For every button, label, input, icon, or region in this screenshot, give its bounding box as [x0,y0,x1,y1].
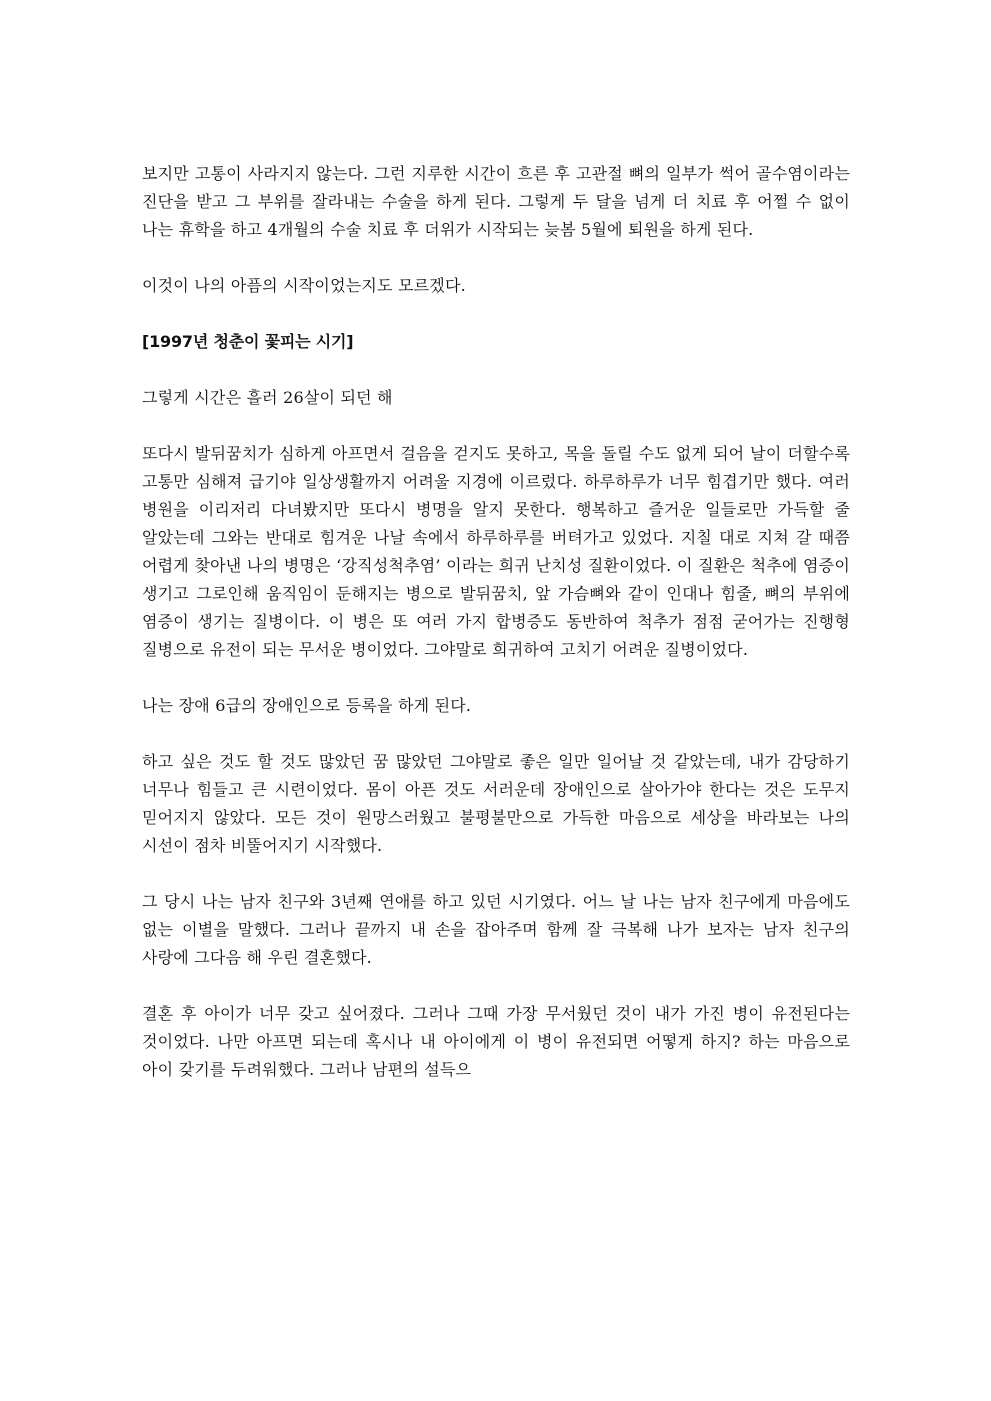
paragraph-2: 이것이 나의 아픔의 시작이었는지도 모르겠다. [142,276,466,295]
paragraph-8: 결혼 후 아이가 너무 갖고 싶어졌다. 그러나 그때 가장 무서웠던 것이 내가 가진 병이 유전된다는 것이었다. 나만 아프면 되는데 혹시나 내 아이에게 이 병이 유전되면 어떻게 하지? 하는 마음으로 아이 갖기를 두려워했다. 그러나 남편의 설득으 [142,1004,850,1079]
section-heading: [1997년 청춘이 꽃피는 시기] [142,332,354,351]
paragraph-7: 그 당시 나는 남자 친구와 3년째 연애를 하고 있던 시기였다. 어느 날 나는 남자 친구에게 마음에도 없는 이별을 말했다. 그러나 끝까지 내 손을 잡아주며 함께 잘 극복해 나가 보자는 남자 친구의 사랑에 그다음 해 우린 결혼했다. [142,892,850,967]
paragraph-1: 보지만 고통이 사라지지 않는다. 그런 지루한 시간이 흐른 후 고관절 뼈의 일부가 썩어 골수염이라는 진단을 받고 그 부위를 잘라내는 수술을 하게 된다. 그렇게 두 달을 넘게 더 치료 후 어쩔 수 없이 나는 휴학을 하고 4개월의 수술 치료 후 더위가 시작되는 늦봄 5월에 퇴원을 하게 된다. [142,164,850,239]
paragraph-5: 나는 장애 6급의 장애인으로 등록을 하게 된다. [142,696,472,715]
paragraph-6: 하고 싶은 것도 할 것도 많았던 꿈 많았던 그야말로 좋은 일만 일어날 것 같았는데, 내가 감당하기 너무나 힘들고 큰 시련이었다. 몸이 아픈 것도 서러운데 장애인으로 살아가야 한다는 것은 도무지 믿어지지 않았다. 모든 것이 원망스러웠고 불평불만으로 가득한 마음으로 세상을 바라보는 나의 시선이 점차 비뚤어지기 시작했다. [142,752,850,855]
document-body [142,160,850,1112]
paragraph-3: 그렇게 시간은 흘러 26살이 되던 해 [142,388,393,407]
paragraph-4: 또다시 발뒤꿈치가 심하게 아프면서 걸음을 걷지도 못하고, 목을 돌릴 수도 없게 되어 날이 더할수록 고통만 심해져 급기야 일상생활까지 어려울 지경에 이르렀다. 하루하루가 너무 힘겹기만 했다. 여러 병원을 이리저리 다녀봤지만 또다시 병명을 알지 못한다. 행복하고 즐거운 일들로만 가득할 줄 알았는데 그와는 반대로 힘겨운 나날 속에서 하루하루를 버텨가고 있었다. 지칠 대로 지쳐 갈 때쯤 어렵게 찾아낸 나의 병명은 ‘강직성척추염’ 이라는 희귀 난치성 질환이었다. 이 질환은 척추에 염증이 생기고 그로인해 움직임이 둔해지는 병으로 발뒤꿈치, 앞 가슴뼈와 같이 인대나 힘줄, 뼈의 부위에 염증이 생기는 질병이다. 이 병은 또 여러 가지 합병증도 동반하여 척추가 점점 굳어가는 진행형 질병으로 유전이 되는 무서운 병이었다. 그야말로 희귀하여 고치기 어려운 질병이었다. [142,444,850,659]
